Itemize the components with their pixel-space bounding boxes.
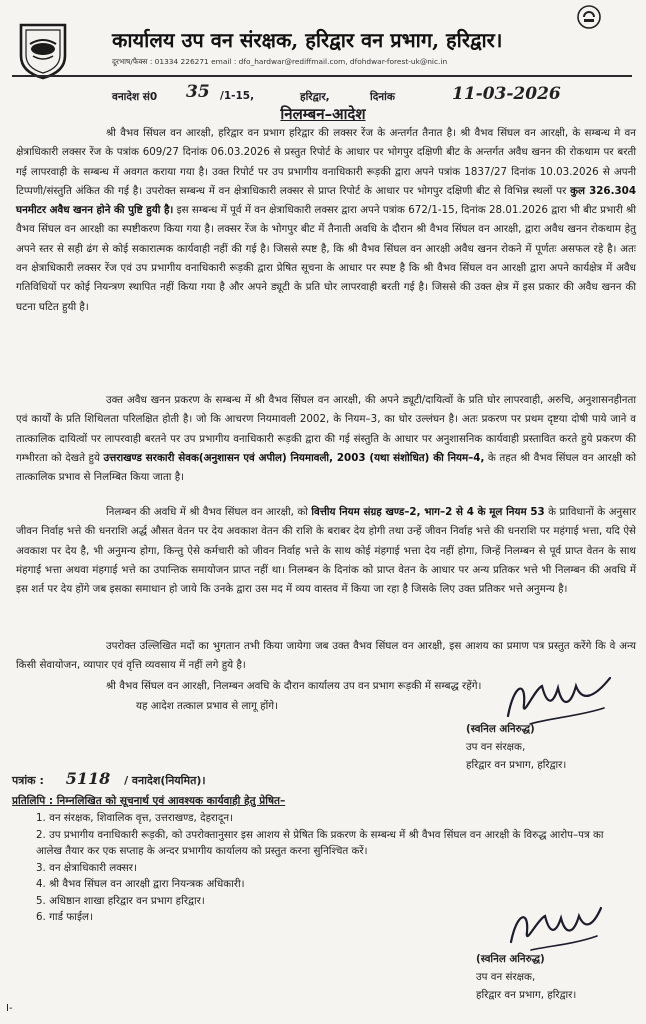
order-title: निलम्बन–आदेश xyxy=(280,105,366,123)
copy-to-item: 4. श्री वैभव सिंघल वन आरक्षी द्वारा नियन्त्रक अधिकारी। xyxy=(36,878,245,890)
dispatch-number: 5118 xyxy=(65,769,111,788)
copy-to-heading: प्रतिलिपि : निम्नलिखित को सूचनार्थ एवं आवश्यक कार्यवाही हेतु प्रेषित– xyxy=(12,795,286,807)
copy-to-item: 2. उप प्रभागीय वनाधिकारी रूड़की, को उपरोक्तानुसार इस आशय से प्रेषित कि प्रकरण के सम्बन्ध में श्री वैभव सिंघल वन आरक्षी के विरुद्ध आरोप–पत्र का आलेख तैयार कर एक सप्ताह के अन्दर प्रभागीय कार्यालय को प्रस्तुत करना सुनिश्चित करें। xyxy=(36,828,604,857)
copy-to-item: 3. वन क्षेत्राधिकारी लक्सर। xyxy=(36,861,137,874)
signature-2-block xyxy=(476,950,576,1004)
signature-1-block xyxy=(466,720,566,774)
dispatch-suffix: / वनादेश(नियमित)। xyxy=(124,774,206,787)
order-number: 35 xyxy=(186,82,210,102)
copy-to-item: 5. अधिष्ठान शाखा हरिद्वार वन प्रभाग हरिद्वार। xyxy=(36,894,205,907)
signatory-name: (स्वनिल अनिरुद्ध) xyxy=(476,953,545,965)
signatory-name: (स्वनिल अनिरुद्ध) xyxy=(466,723,535,735)
office-title: कार्यालय उप वन संरक्षक, हरिद्वार वन प्रभाग, हरिद्वार। xyxy=(112,28,503,52)
paragraph-6: यह आदेश तत्काल प्रभाव से लागू होंगे। xyxy=(136,700,279,712)
order-date-label: दिनांक xyxy=(370,91,395,103)
order-number-label: वनादेश सं0 xyxy=(112,91,158,103)
copy-to-item: 6. गार्ड फाईल। xyxy=(36,911,93,923)
dispatch-label: पत्रांक : xyxy=(12,774,44,787)
header-divider xyxy=(12,75,632,77)
paragraph-2: उक्त अवैध खनन प्रकरण के सम्बन्ध में श्री वैभव सिंघल वन आरक्षी, की अपने ड्यूटी/दायित्वों के प्रति घोर लापरवाही, अरुचि, अनुशासनहीनता एवं कार्यों के प्रति शिथिलता परिलक्षित होती है। जो कि आचरण नियमावली 2002, के नियम–3, का घोर उल्लंघन है। अतः प्रकरण पर प्रथम दृष्टया दोषी पाये जाने व तात्कालिक दायित्वों पर लापरवाही बरतने पर उप प्रभागीय वनाधिकारी रूड़की द्वारा की गई संस्तुति के आधार पर अनुशासनिक कार्यवाही प्रस्तावित करते हुये प्रकरण की गम्भीरता को देखते हुये उत्तराखण्ड सरकारी सेवक(अनुशासन एवं अपील) नियमावली, 2003 (यथा संशोधित) की नियम–4, के तहत श्री वैभव सिंघल वन आरक्षी को तात्कालिक प्रभाव से निलम्बित किया जाता है। xyxy=(16,394,636,484)
signatory-designation: उप वन संरक्षक, xyxy=(476,971,536,983)
paragraph-5: श्री वैभव सिंघल वन आरक्षी, निलम्बन अवधि के दौरान कार्यालय उप वन प्रभाग रूड़की में सम्बद्ध रहेंगे। xyxy=(106,680,482,692)
corner-mark: I- xyxy=(6,1003,13,1014)
copy-to-item: 1. वन संरक्षक, शिवालिक वृत्त, उत्तराखण्ड, देहरादून। xyxy=(36,812,233,824)
signatory-designation: उप वन संरक्षक, xyxy=(466,741,526,753)
paragraph-1: श्री वैभव सिंघल वन आरक्षी, हरिद्वार वन प्रभाग हरिद्वार की लक्सर रेंज के अन्तर्गत तैनात है। श्री वैभव सिंघल वन आरक्षी, के सम्बन्ध मे वन क्षेत्राधिकारी लक्सर रेंज के पत्रांक 609/27 दिनांक 06.03.2026 से प्रस्तुत रिपोर्ट के आधार पर भोगपुर दक्षिणी बीट के अन्तर्गत अवैध खनन की रोकथाम पर बरती गई लापरवाही के सम्बन्ध में अवगत कराया गया है। उक्त रिपोर्ट पर उप प्रभागीय वनाधिकारी रूड़की द्वारा अपने पत्रांक 1837/27 दिनांक 10.03.2026 से अपनी टिप्पणी/संस्तुति अंकित की गई है। उपरोक्त सम्बन्ध में वन क्षेत्राधिकारी लक्सर से प्राप्त रिपोर्ट के आधार पर भोगपुर दक्षिणी बीट से विभिन्न स्थलों पर कुल 326.304 घनमीटर अवैध खनन होने की पुष्टि हुयी है। इस सम्बन्ध में पूर्व में वन क्षेत्राधिकारी लक्सर द्वारा अपने पत्रांक 672/1-15, दिनांक 28.01.2026 द्वारा भी बीट प्रभारी श्री वैभव सिंघल वन आरक्षी का स्पष्टीकरण किया गया है। लक्सर रेंज के भोगपुर बीट में तैनाती अवधि के दौरान श्री वैभव सिंघल वन आरक्षी, द्वारा अवैध खनन रोकथाम हेतु अपने स्तर से सही ढंग से कोई सकारात्मक कार्यवाही नहीं की गई है। जिससे स्पष्ट है, कि श्री वैभव सिंघल वन आरक्षी अवैध खनन रोकने में पूर्णतः असफल रहे है। अतः वन क्षेत्राधिकारी लक्सर रेंज एवं उप प्रभागीय वनाधिकारी रूड़की द्वारा प्रेषित सूचना के आधार पर स्पष्ट है कि श्री वैभव सिंघल वन आरक्षी द्वारा अपने कार्यक्षेत्र में अवैध गतिविधियों पर कोई नियन्त्रण स्थापित नहीं किया गया है और अपने ड्यूटी के प्रति घोर लापरवाही बरती गई है। जिससे की उक्त क्षेत्र में इस प्रकार की अवैध खनन की घटना घटित हुयी है। xyxy=(16,127,637,313)
paragraph-4: उपरोक्त उल्लिखित मदों का भुगतान तभी किया जायेगा जब उक्त वैभव सिंघल वन आरक्षी, इस आशय का प्रमाण पत्र प्रस्तुत करेंगे कि वे अन्य किसी सेवायोजन, व्यापार एवं वृत्ति व्यवसाय में नहीं लगे हुये है। xyxy=(16,640,636,672)
department-emblem-icon xyxy=(18,22,68,80)
paragraph-3: निलम्बन की अवधि में श्री वैभव सिंघल वन आरक्षी, को वित्तीय नियम संग्रह खण्ड–2, भाग–2 से 4 के मूल नियम 53 के प्राविधानों के अनुसार जीवन निर्वाह भत्ते की धनराशि अर्द्ध औसत वेतन पर देय अवकाश वेतन की राशि के बराबर देय होगी तथा उन्हें जीवन निर्वाह भत्ते की धनराशि पर महंगाई भत्ता, यदि ऐसे अवकाश पर देय है, भी अनुमन्य होगा, किन्तु ऐसे कर्मचारी को जीवन निर्वाह भत्ते के साथ कोई मंहगाई भत्ता देय नहीं होगा, जिन्हें निलम्बन से पूर्व प्राप्त वेतन के साथ मंहगाई भत्ता अथवा मंहगाई भत्ते का उपान्तिक समायोजन प्राप्त नहीं था। निलम्बन के दिनांक को प्राप्त वेतन के आधार पर अन्य प्रतिकर भत्ते भी निलम्बन की अवधि में इस शर्त पर देय होंगे जब इसका समाधान हो जाये कि उनके द्वारा उस मद में व्यय वास्तव में किया जा रहा है जिसके लिए उक्त प्रतिकर भत्ते अनुमन्य है। xyxy=(16,506,636,596)
contact-line: दूरभाष/फैक्स : 01334 226271 email : dfo_hardwar@rediffmail.com, dfohdwar-forest-uk@nic.in xyxy=(112,57,448,66)
signatory-office: हरिद्वार वन प्रभाग, हरिद्वार। xyxy=(476,989,577,1001)
dispatch-line xyxy=(12,769,612,788)
order-place: हरिद्वार, xyxy=(300,91,330,103)
order-date: 11-03-2026 xyxy=(452,84,561,104)
signatory-office: हरिद्वार वन प्रभाग, हरिद्वार। xyxy=(466,759,567,771)
order-number-suffix: /1-15, xyxy=(220,90,255,102)
